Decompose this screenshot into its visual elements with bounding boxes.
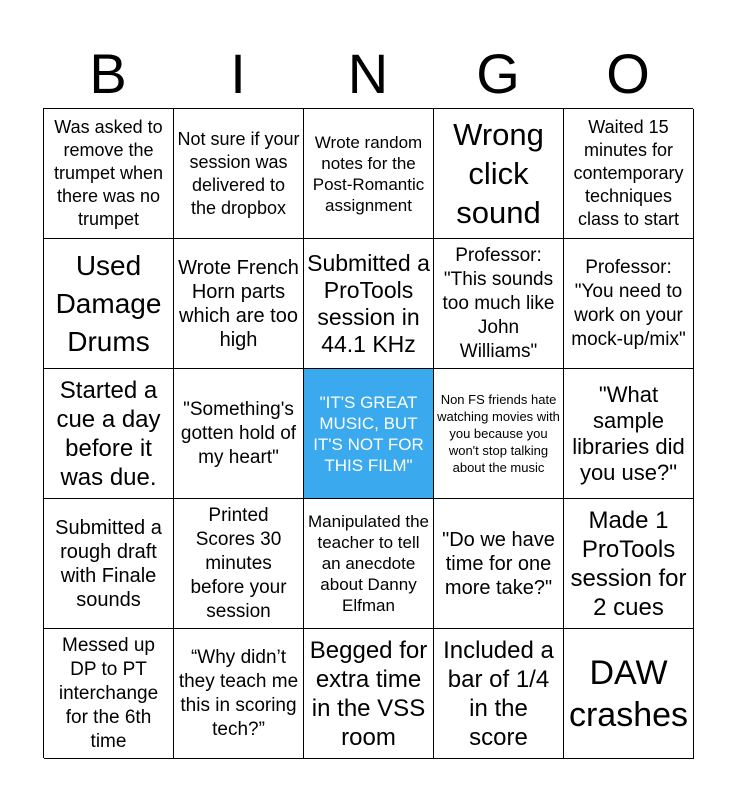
bingo-cell[interactable]: Submitted a ProTools session in 44.1 KHz — [304, 239, 434, 369]
header-letter-n: N — [347, 42, 389, 105]
bingo-cell[interactable]: “Why didn’t they teach me this in scoring tech?” — [174, 629, 304, 759]
header-letter-b: B — [89, 42, 127, 105]
bingo-cell[interactable]: Non FS friends hate watching movies with you because you won't stop talking about the music — [434, 369, 564, 499]
header-letter-i: I — [230, 42, 246, 105]
free-space-cell[interactable]: "IT'S GREAT MUSIC, BUT IT'S NOT FOR THIS FILM" — [304, 369, 434, 499]
bingo-cell[interactable]: Started a cue a day before it was due. — [44, 369, 174, 499]
bingo-cell[interactable]: Waited 15 minutes for contemporary techniques class to start — [564, 109, 694, 239]
bingo-cell[interactable]: Wrote random notes for the Post-Romantic assignment — [304, 109, 434, 239]
bingo-cell[interactable]: Professor: "This sounds too much like John Williams" — [434, 239, 564, 369]
bingo-cell[interactable]: Included a bar of 1/4 in the score — [434, 629, 564, 759]
bingo-cell[interactable]: Used Damage Drums — [44, 239, 174, 369]
bingo-cell[interactable]: Wrote French Horn parts which are too high — [174, 239, 304, 369]
bingo-cell[interactable]: Made 1 ProTools session for 2 cues — [564, 499, 694, 629]
bingo-cell[interactable]: DAW crashes — [564, 629, 694, 759]
bingo-cell[interactable]: "Something's gotten hold of my heart" — [174, 369, 304, 499]
bingo-cell[interactable]: Messed up DP to PT interchange for the 6th time — [44, 629, 174, 759]
bingo-cell[interactable]: "What sample libraries did you use?" — [564, 369, 694, 499]
header-letter-g: G — [476, 42, 520, 105]
bingo-cell[interactable]: Not sure if your session was delivered to the dropbox — [174, 109, 304, 239]
bingo-header — [43, 40, 693, 108]
bingo-cell[interactable]: Professor: "You need to work on your mock-up/mix" — [564, 239, 694, 369]
bingo-cell[interactable]: "Do we have time for one more take?" — [434, 499, 564, 629]
bingo-cell[interactable]: Wrong click sound — [434, 109, 564, 239]
bingo-cell[interactable]: Begged for extra time in the VSS room — [304, 629, 434, 759]
bingo-board — [43, 108, 693, 758]
header-letter-o: O — [606, 42, 650, 105]
bingo-cell[interactable]: Submitted a rough draft with Finale sounds — [44, 499, 174, 629]
bingo-cell[interactable]: Manipulated the teacher to tell an anecdote about Danny Elfman — [304, 499, 434, 629]
bingo-cell[interactable]: Printed Scores 30 minutes before your session — [174, 499, 304, 629]
bingo-cell[interactable]: Was asked to remove the trumpet when there was no trumpet — [44, 109, 174, 239]
